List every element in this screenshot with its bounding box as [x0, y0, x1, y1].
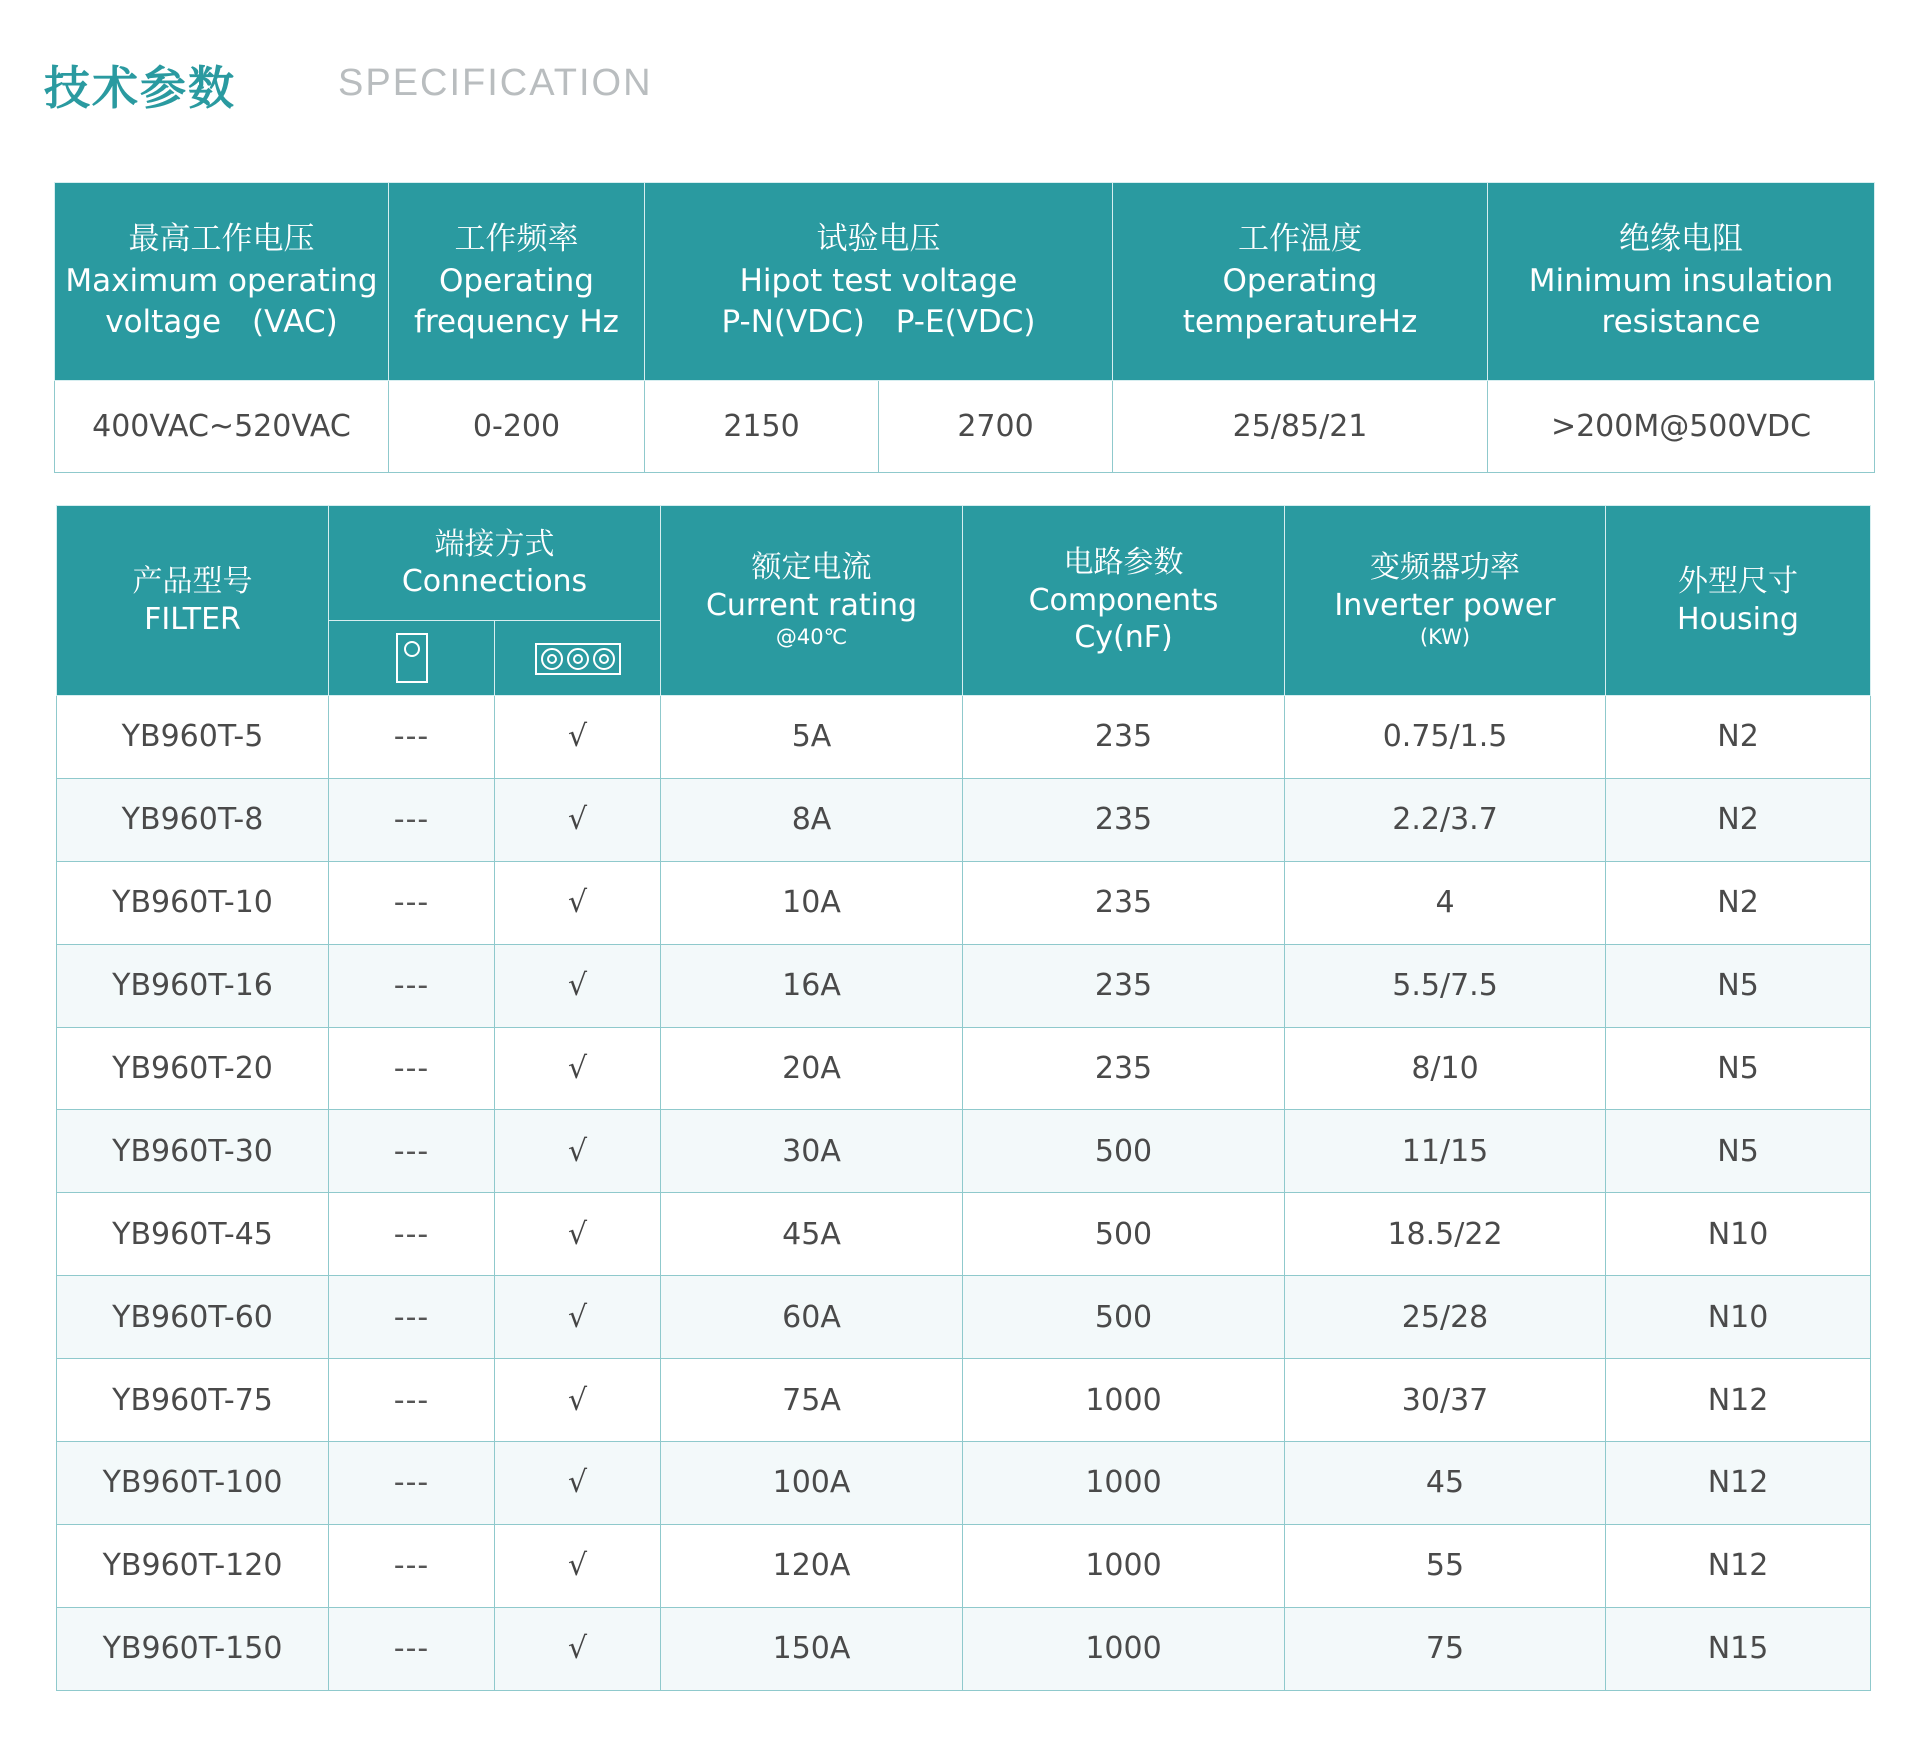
- housing-cell: N5: [1606, 1110, 1871, 1193]
- header-connection-single: [329, 621, 495, 696]
- housing-cell: N15: [1606, 1607, 1871, 1690]
- current-cell: 10A: [661, 861, 963, 944]
- connection-single-cell: ---: [329, 696, 495, 779]
- current-cell: 120A: [661, 1524, 963, 1607]
- connection-single-cell: ---: [329, 1276, 495, 1359]
- connection-single-cell: ---: [329, 1442, 495, 1525]
- page-title: 技术参数: [44, 61, 236, 115]
- page-subtitle: SPECIFICATION: [338, 62, 653, 104]
- current-cell: 16A: [661, 944, 963, 1027]
- table-row: [57, 1027, 1871, 1110]
- table-row: [57, 1524, 1871, 1607]
- spec-temperature-value: 25/85/21: [1113, 381, 1488, 473]
- header-inverter: 变频器功率 Inverter power (KW): [1285, 506, 1606, 696]
- spec-header-row: [55, 183, 1875, 381]
- inverter-power-cell: 18.5/22: [1285, 1193, 1606, 1276]
- table-row: [57, 1359, 1871, 1442]
- spec-pe-value: 2700: [879, 381, 1113, 473]
- current-cell: 30A: [661, 1110, 963, 1193]
- model-cell: YB960T-45: [57, 1193, 329, 1276]
- housing-cell: N10: [1606, 1276, 1871, 1359]
- single-terminal-icon: [396, 633, 428, 683]
- spec-header-voltage: 最高工作电压 Maximum operating voltage (VAC): [55, 183, 389, 381]
- table-row: [57, 696, 1871, 779]
- current-cell: 60A: [661, 1276, 963, 1359]
- connection-single-cell: ---: [329, 1193, 495, 1276]
- components-cell: 235: [963, 778, 1285, 861]
- housing-cell: N10: [1606, 1193, 1871, 1276]
- housing-cell: N2: [1606, 861, 1871, 944]
- spec-header-frequency: 工作频率 Operating frequency Hz: [389, 183, 645, 381]
- model-cell: YB960T-5: [57, 696, 329, 779]
- inverter-power-cell: 0.75/1.5: [1285, 696, 1606, 779]
- housing-cell: N12: [1606, 1442, 1871, 1525]
- current-cell: 100A: [661, 1442, 963, 1525]
- connection-triple-cell: √: [495, 1110, 661, 1193]
- connection-triple-cell: √: [495, 696, 661, 779]
- connection-single-cell: ---: [329, 944, 495, 1027]
- connection-single-cell: ---: [329, 778, 495, 861]
- components-cell: 235: [963, 1027, 1285, 1110]
- inverter-power-cell: 11/15: [1285, 1110, 1606, 1193]
- table-row: [57, 1276, 1871, 1359]
- table-row: [57, 1193, 1871, 1276]
- components-cell: 235: [963, 944, 1285, 1027]
- components-cell: 235: [963, 861, 1285, 944]
- current-cell: 20A: [661, 1027, 963, 1110]
- inverter-power-cell: 25/28: [1285, 1276, 1606, 1359]
- connection-single-cell: ---: [329, 861, 495, 944]
- table-row: [57, 944, 1871, 1027]
- triple-terminal-icon: [535, 643, 621, 675]
- header-components: 电路参数 Components Cy(nF): [963, 506, 1285, 696]
- table-row: [57, 1110, 1871, 1193]
- spec-header-temperature: 工作温度 Operating temperatureHz: [1113, 183, 1488, 381]
- model-cell: YB960T-120: [57, 1524, 329, 1607]
- model-cell: YB960T-150: [57, 1607, 329, 1690]
- connection-triple-cell: √: [495, 1607, 661, 1690]
- connection-triple-cell: √: [495, 1524, 661, 1607]
- connection-triple-cell: √: [495, 1442, 661, 1525]
- connection-triple-cell: √: [495, 1276, 661, 1359]
- components-cell: 500: [963, 1193, 1285, 1276]
- model-cell: YB960T-10: [57, 861, 329, 944]
- components-cell: 1000: [963, 1442, 1285, 1525]
- inverter-power-cell: 8/10: [1285, 1027, 1606, 1110]
- header-model: 产品型号 FILTER: [57, 506, 329, 696]
- inverter-power-cell: 75: [1285, 1607, 1606, 1690]
- inverter-power-cell: 5.5/7.5: [1285, 944, 1606, 1027]
- model-cell: YB960T-60: [57, 1276, 329, 1359]
- product-table: [56, 505, 1871, 1691]
- spec-value-row: [55, 381, 1875, 473]
- spec-voltage-value: 400VAC~520VAC: [55, 381, 389, 473]
- spec-insulation-value: >200M@500VDC: [1488, 381, 1875, 473]
- product-header-row: [57, 506, 1871, 621]
- current-cell: 5A: [661, 696, 963, 779]
- connection-single-cell: ---: [329, 1607, 495, 1690]
- components-cell: 235: [963, 696, 1285, 779]
- housing-cell: N2: [1606, 778, 1871, 861]
- spec-header-insulation: 绝缘电阻 Minimum insulation resistance: [1488, 183, 1875, 381]
- model-cell: YB960T-30: [57, 1110, 329, 1193]
- inverter-power-cell: 30/37: [1285, 1359, 1606, 1442]
- model-cell: YB960T-16: [57, 944, 329, 1027]
- housing-cell: N5: [1606, 1027, 1871, 1110]
- header-housing: 外型尺寸 Housing: [1606, 506, 1871, 696]
- components-cell: 1000: [963, 1359, 1285, 1442]
- components-cell: 1000: [963, 1607, 1285, 1690]
- table-row: [57, 778, 1871, 861]
- model-cell: YB960T-75: [57, 1359, 329, 1442]
- table-row: [57, 861, 1871, 944]
- housing-cell: N2: [1606, 696, 1871, 779]
- model-cell: YB960T-100: [57, 1442, 329, 1525]
- inverter-power-cell: 4: [1285, 861, 1606, 944]
- header-current: 额定电流 Current rating @40℃: [661, 506, 963, 696]
- spec-frequency-value: 0-200: [389, 381, 645, 473]
- spec-header-hipot: 试验电压 Hipot test voltage P-N(VDC) P-E(VDC): [645, 183, 1113, 381]
- specification-table: [54, 182, 1875, 473]
- connection-triple-cell: √: [495, 1193, 661, 1276]
- connection-triple-cell: √: [495, 944, 661, 1027]
- components-cell: 1000: [963, 1524, 1285, 1607]
- header-connections: 端接方式 Connections: [329, 506, 661, 621]
- components-cell: 500: [963, 1110, 1285, 1193]
- model-cell: YB960T-20: [57, 1027, 329, 1110]
- inverter-power-cell: 45: [1285, 1442, 1606, 1525]
- connection-triple-cell: √: [495, 1359, 661, 1442]
- connection-single-cell: ---: [329, 1027, 495, 1110]
- table-row: [57, 1442, 1871, 1525]
- components-cell: 500: [963, 1276, 1285, 1359]
- inverter-power-cell: 2.2/3.7: [1285, 778, 1606, 861]
- housing-cell: N5: [1606, 944, 1871, 1027]
- current-cell: 75A: [661, 1359, 963, 1442]
- current-cell: 45A: [661, 1193, 963, 1276]
- connection-single-cell: ---: [329, 1359, 495, 1442]
- inverter-power-cell: 55: [1285, 1524, 1606, 1607]
- housing-cell: N12: [1606, 1524, 1871, 1607]
- header-connection-triple: [495, 621, 661, 696]
- current-cell: 150A: [661, 1607, 963, 1690]
- table-row: [57, 1607, 1871, 1690]
- connection-triple-cell: √: [495, 1027, 661, 1110]
- connection-single-cell: ---: [329, 1110, 495, 1193]
- connection-triple-cell: √: [495, 861, 661, 944]
- connection-triple-cell: √: [495, 778, 661, 861]
- connection-single-cell: ---: [329, 1524, 495, 1607]
- current-cell: 8A: [661, 778, 963, 861]
- model-cell: YB960T-8: [57, 778, 329, 861]
- housing-cell: N12: [1606, 1359, 1871, 1442]
- spec-pn-value: 2150: [645, 381, 879, 473]
